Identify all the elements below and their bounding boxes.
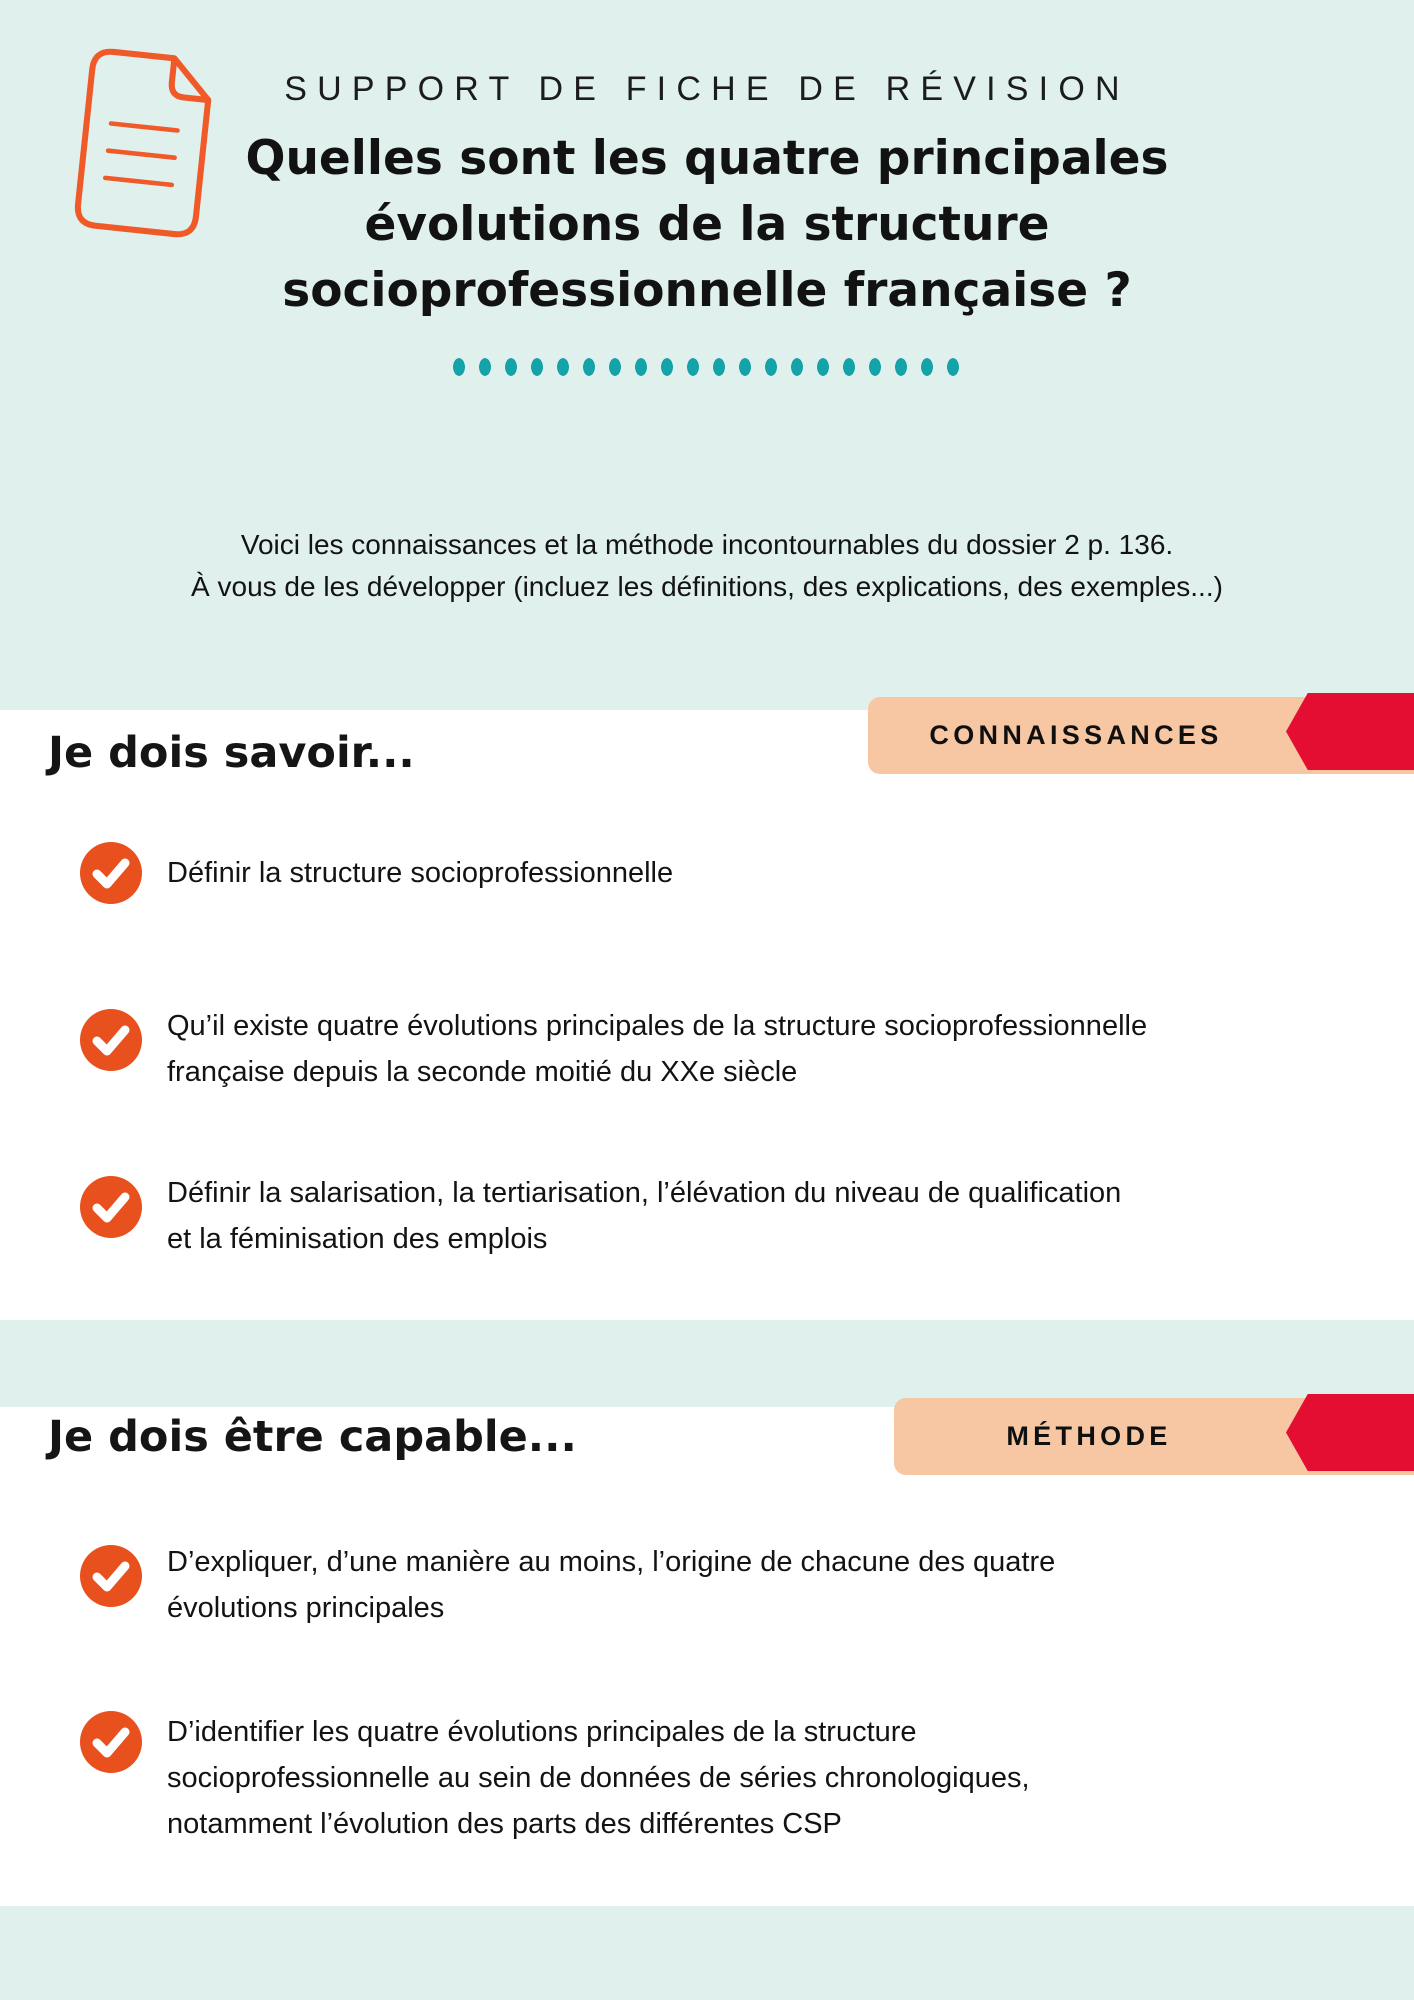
section-heading-savoir: Je dois savoir... [48, 728, 415, 778]
intro-line: À vous de les développer (incluez les définitions, des explications, des exemples...) [191, 571, 1223, 602]
item-line: et la féminisation des emplois [167, 1223, 548, 1255]
dotted-divider [446, 356, 968, 378]
page-title [0, 126, 1414, 324]
item-text [167, 1003, 1147, 1095]
item-line: Qu’il existe quatre évolutions principales de la structure socioprofessionnelle [167, 1010, 1148, 1042]
checklist-item [80, 1711, 1354, 1847]
ribbon-tag-icon [1286, 693, 1414, 770]
item-line: française depuis la seconde moitié du XXe siècle [167, 1056, 798, 1088]
check-icon [80, 1711, 142, 1773]
item-line: D’identifier les quatre évolutions principales de la structure [167, 1716, 917, 1748]
item-line: notamment l’évolution des parts des différentes CSP [167, 1808, 842, 1840]
check-icon [80, 842, 142, 904]
item-line: Définir la structure socioprofessionnelle [167, 857, 674, 889]
item-line: socioprofessionnelle au sein de données de séries chronologiques, [167, 1762, 1030, 1794]
check-icon [80, 1545, 142, 1607]
intro-paragraph [0, 524, 1414, 608]
item-text [167, 842, 673, 896]
intro-line: Voici les connaissances et la méthode incontournables du dossier 2 p. 136. [240, 529, 1174, 560]
title-line: Quelles sont les quatre principales [245, 131, 1169, 186]
checklist-item [80, 1545, 1354, 1631]
footer-band [0, 1906, 1414, 2000]
checklist-item [80, 842, 1354, 904]
item-text [167, 1539, 1055, 1631]
checklist-item [80, 1176, 1354, 1262]
item-line: Définir la salarisation, la tertiarisation, l’élévation du niveau de qualification [167, 1177, 1122, 1209]
item-text [167, 1709, 1030, 1847]
title-line: évolutions de la structure [364, 197, 1050, 252]
check-icon [80, 1176, 142, 1238]
checklist-item [80, 1009, 1354, 1095]
badge-connaissances-label: CONNAISSANCES [929, 720, 1223, 750]
check-icon [80, 1009, 142, 1071]
ribbon-tag-icon [1286, 1394, 1414, 1471]
item-line: évolutions principales [167, 1592, 445, 1624]
section-separator-band [0, 1320, 1414, 1407]
badge-methode-label: MÉTHODE [1006, 1421, 1172, 1451]
section-heading-capable: Je dois être capable... [48, 1412, 577, 1462]
kicker-heading: SUPPORT DE FICHE DE RÉVISION [284, 70, 1130, 108]
title-line: socioprofessionnelle française ? [282, 263, 1132, 318]
item-text [167, 1170, 1121, 1262]
item-line: D’expliquer, d’une manière au moins, l’origine de chacune des quatre [167, 1546, 1056, 1578]
